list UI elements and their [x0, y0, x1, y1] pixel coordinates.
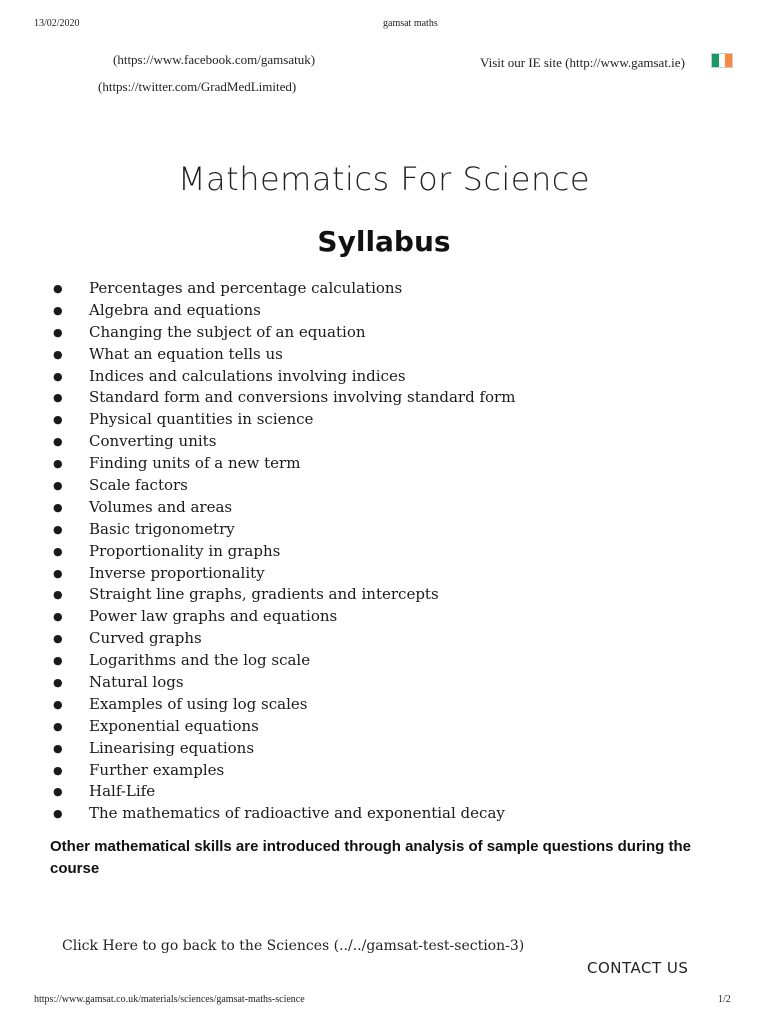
syllabus-item-label: Straight line graphs, gradients and intercepts [89, 585, 439, 604]
syllabus-item [50, 760, 515, 782]
syllabus-item [50, 278, 515, 300]
syllabus-item-label: Converting units [89, 432, 217, 451]
syllabus-item-label: Curved graphs [89, 629, 202, 648]
flag-stripe-green [712, 54, 719, 67]
bullet-icon: ● [53, 697, 63, 711]
bullet-icon: ● [53, 544, 63, 558]
flag-stripe-orange [725, 54, 732, 67]
bullet-icon: ● [53, 632, 63, 646]
print-url: https://www.gamsat.co.uk/materials/sciences/gamsat-maths-science [34, 994, 305, 1005]
syllabus-item [50, 475, 515, 497]
syllabus-item [50, 409, 515, 431]
bullet-icon: ● [53, 413, 63, 427]
contact-us-link[interactable]: CONTACT US [587, 959, 689, 977]
bullet-icon: ● [53, 588, 63, 602]
syllabus-item-label: Algebra and equations [89, 300, 261, 319]
syllabus-item-label: Volumes and areas [89, 497, 233, 516]
syllabus-item-label: Logarithms and the log scale [89, 651, 311, 670]
syllabus-item [50, 738, 515, 760]
syllabus-item-label: Changing the subject of an equation [89, 322, 366, 341]
bullet-icon: ● [53, 435, 63, 449]
bullet-icon: ● [53, 741, 63, 755]
syllabus-item-label: Finding units of a new term [89, 454, 301, 473]
syllabus-item-label: What an equation tells us [89, 344, 283, 363]
facebook-link[interactable]: (https://www.facebook.com/gamsatuk) [113, 52, 316, 67]
syllabus-item [50, 716, 515, 738]
syllabus-item [50, 628, 515, 650]
syllabus-item-label: The mathematics of radioactive and exponential decay [89, 804, 505, 823]
syllabus-item-label: Natural logs [89, 673, 184, 692]
syllabus-item [50, 300, 515, 322]
syllabus-item [50, 387, 515, 409]
syllabus-item [50, 650, 515, 672]
print-date: 13/02/2020 [34, 18, 80, 29]
syllabus-item-label: Linearising equations [89, 738, 255, 757]
ie-site-link[interactable]: Visit our IE site (http://www.gamsat.ie) [480, 55, 685, 70]
syllabus-item-label: Indices and calculations involving indices [89, 366, 406, 385]
bullet-icon: ● [53, 807, 63, 821]
syllabus-item [50, 431, 515, 453]
bullet-icon: ● [53, 457, 63, 471]
syllabus-item-label: Power law graphs and equations [89, 607, 338, 626]
bullet-icon: ● [53, 369, 63, 383]
syllabus-item [50, 563, 515, 585]
syllabus-item-label: Percentages and percentage calculations [89, 279, 403, 297]
bullet-icon: ● [53, 347, 63, 361]
syllabus-item-label: Examples of using log scales [89, 694, 308, 713]
syllabus-item [50, 803, 515, 825]
syllabus-item [50, 453, 515, 475]
back-to-sciences-link[interactable]: Click Here to go back to the Sciences (../../gamsat-test-section-3) [62, 938, 525, 954]
bullet-icon: ● [53, 654, 63, 668]
print-title: gamsat maths [383, 18, 438, 29]
syllabus-item-label: Scale factors [89, 476, 188, 495]
bullet-icon: ● [53, 391, 63, 405]
syllabus-item [50, 497, 515, 519]
syllabus-list [50, 278, 515, 825]
syllabus-item-label: Half-Life [89, 782, 156, 801]
twitter-link[interactable]: (https://twitter.com/GradMedLimited) [98, 79, 297, 94]
syllabus-item [50, 541, 515, 563]
bullet-icon: ● [53, 763, 63, 777]
syllabus-item [50, 672, 515, 694]
page-title: Mathematics For Science [177, 160, 591, 198]
syllabus-item-label: Further examples [89, 760, 225, 779]
syllabus-item-label: Physical quantities in science [89, 410, 314, 429]
print-page-number: 1/2 [718, 994, 731, 1005]
bullet-icon: ● [53, 325, 63, 339]
bullet-icon: ● [53, 282, 63, 295]
bullet-icon: ● [53, 479, 63, 493]
skills-note: Other mathematical skills are introduced through analysis of sample questions during the course [50, 838, 691, 877]
bullet-icon: ● [53, 500, 63, 514]
syllabus-item [50, 519, 515, 541]
ireland-flag-icon[interactable] [711, 53, 733, 68]
syllabus-item-label: Standard form and conversions involving standard form [89, 388, 516, 407]
bullet-icon: ● [53, 303, 63, 317]
syllabus-item [50, 584, 515, 606]
syllabus-item [50, 606, 515, 628]
syllabus-item [50, 344, 515, 366]
section-title: Syllabus [317, 225, 451, 258]
flag-stripe-white [719, 54, 726, 67]
syllabus-item-label: Basic trigonometry [89, 519, 235, 538]
syllabus-item [50, 322, 515, 344]
syllabus-item [50, 694, 515, 716]
syllabus-item [50, 366, 515, 388]
syllabus-item-label: Proportionality in graphs [89, 541, 281, 560]
bullet-icon: ● [53, 522, 63, 536]
bullet-icon: ● [53, 610, 63, 624]
bullet-icon: ● [53, 566, 63, 580]
bullet-icon: ● [53, 785, 63, 799]
syllabus-item-label: Exponential equations [89, 716, 259, 735]
syllabus-item [50, 781, 515, 803]
bullet-icon: ● [53, 676, 63, 690]
bullet-icon: ● [53, 719, 63, 733]
syllabus-item-label: Inverse proportionality [89, 563, 265, 582]
